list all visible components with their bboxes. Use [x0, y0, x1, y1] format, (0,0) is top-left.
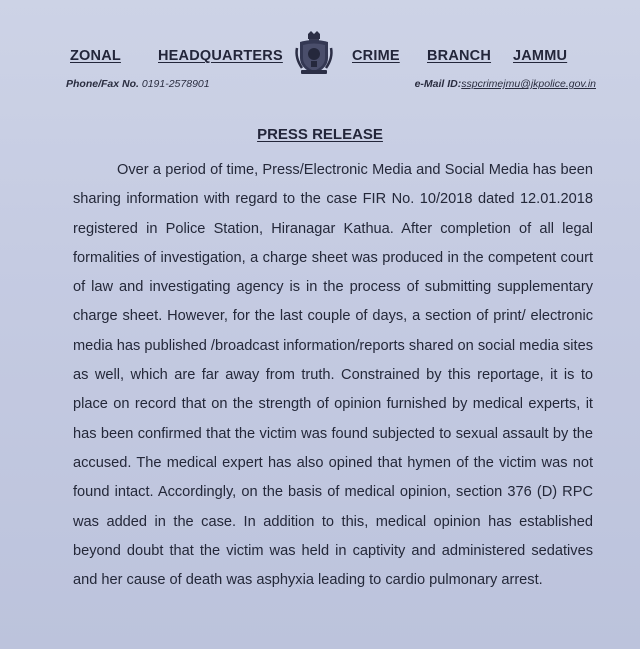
email-label: e-Mail ID: — [414, 78, 462, 90]
letterhead-branch: BRANCH — [427, 48, 492, 64]
contact-line — [66, 78, 596, 94]
letterhead-zonal: ZONAL — [70, 48, 121, 64]
email-link[interactable]: sspcrimejmu@jkpolice.gov.in — [461, 78, 596, 90]
phone-value: 0191-2578901 — [141, 78, 210, 90]
email — [415, 78, 596, 90]
letterhead-headquarters: HEADQUARTERS — [158, 48, 283, 64]
page-title: PRESS RELEASE — [257, 126, 383, 143]
letterhead-jammu: JAMMU — [513, 48, 568, 64]
press-release-body: Over a period of time, Press/Electronic Media and Social Media has been sharing information with regard to the case FIR No. 10/2018 dated 12.01.2018 registered in Police Station, Hiranagar Kathua. After completion of all legal formalities of investigation, a charge sheet was produced in the competent court of law and investigating agency is in the process of submitting supplementary charge sheet. However, for the last couple of days, a section of print/ electronic media has published /broadcast information/reports shared on social media sites as well, which are far away from truth. Constrained by this reportage, it is to place on record that on the strength of opinion furnished by medical experts, it has been confirmed that the victim was found subjected to sexual assault by the accused. The medical expert has also opined that hymen of the victim was not found intact. Accordingly, on the basis of medical opinion, section 376 (D) RPC was added in the case. In addition to this, medical opinion has established beyond doubt that the victim was held in captivity and administered sedatives and her cause of death was asphyxia leading to cardio pulmonary arrest. — [73, 162, 593, 589]
letterhead-crime: CRIME — [352, 48, 400, 64]
phone-fax — [66, 78, 210, 90]
phone-label: Phone/Fax No. — [66, 78, 139, 90]
police-emblem-icon — [292, 30, 336, 76]
